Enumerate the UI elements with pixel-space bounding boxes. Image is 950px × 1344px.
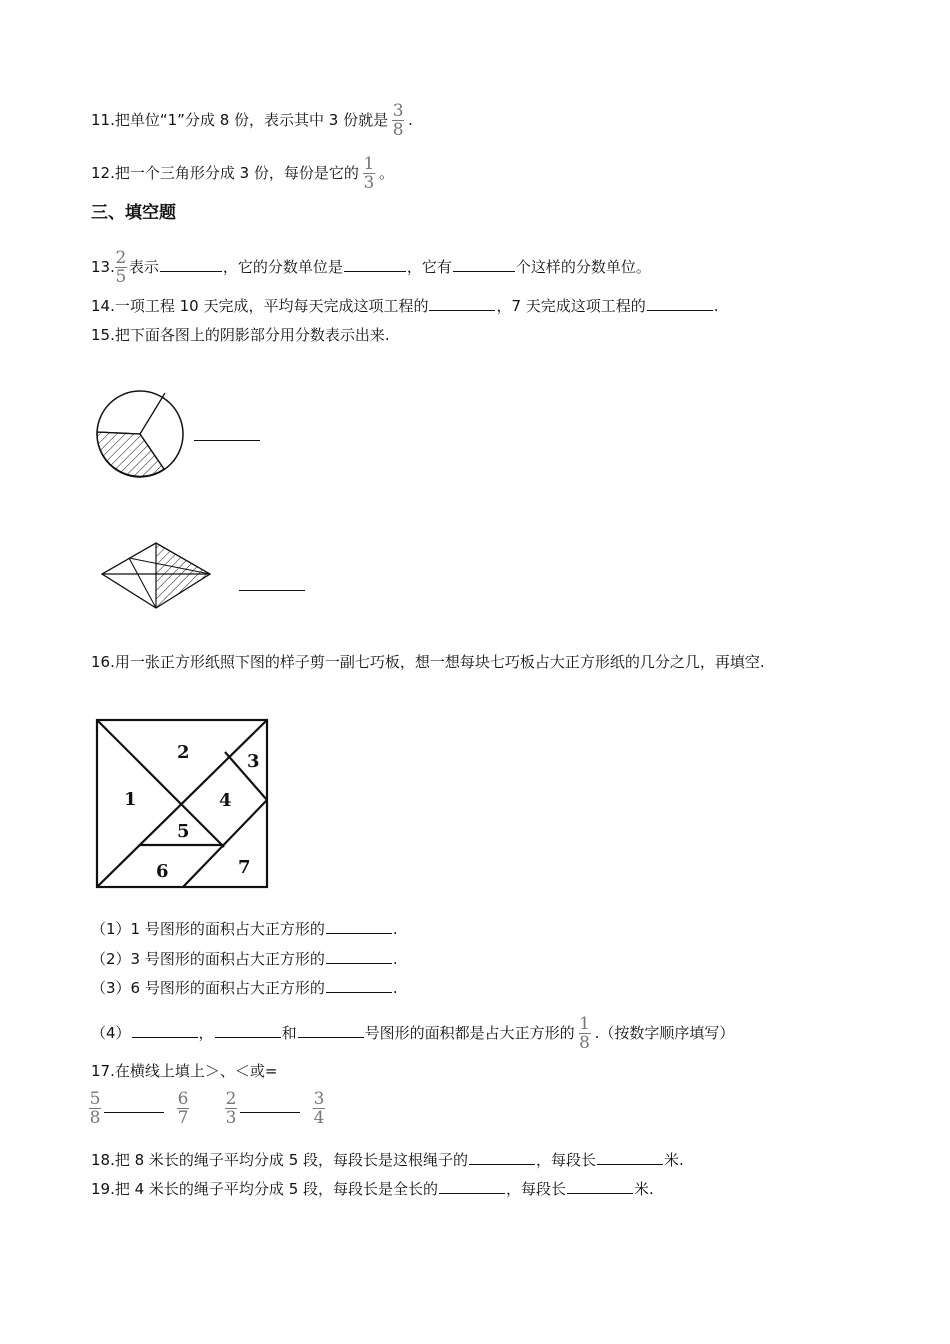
answer-blank[interactable] — [429, 296, 495, 311]
fraction-numerator: 1 — [579, 1014, 590, 1034]
answer-blank[interactable] — [194, 426, 260, 441]
q12-end: 。 — [378, 164, 394, 182]
question-18 — [91, 1150, 684, 1170]
question-16-3 — [91, 978, 398, 998]
fraction-1-3 — [363, 156, 375, 191]
q16-4-text-2: 号图形的面积都是占大正方形的 — [364, 1024, 575, 1042]
fraction-6-7 — [177, 1091, 189, 1126]
piece-label-3: 3 — [247, 751, 260, 772]
answer-blank[interactable] — [469, 1150, 535, 1165]
question-13 — [91, 250, 651, 285]
fraction-3-8 — [392, 103, 404, 138]
question-14 — [91, 296, 719, 316]
piece-label-2: 2 — [177, 742, 190, 763]
inner-line — [129, 558, 156, 608]
piece-label-4: 4 — [219, 790, 232, 811]
q19-text-2: ，每段长 — [506, 1180, 567, 1198]
radius-line — [140, 393, 165, 434]
answer-blank[interactable] — [132, 1023, 198, 1038]
q13-number: 13. — [91, 258, 115, 276]
q11-text: 11.把单位“1”分成 8 份，表示其中 3 份就是 — [91, 111, 389, 129]
q14-text-3: . — [713, 297, 719, 315]
fraction-numerator: 2 — [225, 1089, 237, 1109]
q11-end: . — [408, 111, 413, 129]
q19-text-3: 米. — [634, 1180, 654, 1198]
piece-label-7: 7 — [238, 857, 251, 878]
question-16-4 — [91, 1016, 734, 1051]
q16-2-end: . — [392, 950, 398, 968]
q16-3-text: （3）6 号图形的面积占大正方形的 — [91, 979, 325, 997]
q16-4-separator: 和 — [281, 1024, 297, 1042]
q16-1-text: （1）1 号图形的面积占大正方形的 — [91, 920, 325, 938]
q16-3-end: . — [392, 979, 398, 997]
q18-text-2: ，每段长 — [536, 1151, 597, 1169]
q16-4-separator: ， — [198, 1024, 214, 1042]
answer-blank[interactable] — [239, 576, 305, 591]
fraction-2-3 — [225, 1091, 237, 1126]
q14-text-1: 14.一项工程 10 天完成，平均每天完成这项工程的 — [91, 297, 429, 315]
fraction-numerator: 6 — [177, 1089, 189, 1109]
fraction-denominator: 8 — [579, 1033, 590, 1053]
question-16-1 — [91, 919, 398, 939]
answer-blank[interactable] — [597, 1150, 663, 1165]
question-17: 17.在横线上填上＞、＜或= — [91, 1062, 278, 1080]
question-15: 15.把下面各图上的阴影部分用分数表示出来. — [91, 326, 390, 344]
q13-text-2: ，它的分数单位是 — [222, 258, 343, 276]
q14-text-2: ，7 天完成这项工程的 — [496, 297, 646, 315]
fraction-2-5 — [115, 250, 127, 285]
rhombus-figure — [98, 538, 218, 614]
shaded-triangle — [156, 543, 210, 608]
q16-1-end: . — [392, 920, 398, 938]
fraction-denominator: 8 — [392, 120, 404, 140]
fraction-denominator: 3 — [363, 173, 375, 193]
fraction-numerator: 2 — [115, 248, 127, 268]
fraction-denominator: 4 — [313, 1108, 325, 1128]
answer-blank[interactable] — [344, 257, 406, 272]
q16-4-end: .（按数字顺序填写） — [594, 1024, 735, 1042]
piece-label-5: 5 — [177, 821, 190, 842]
answer-blank[interactable] — [326, 919, 392, 934]
answer-blank[interactable] — [567, 1179, 633, 1194]
q13-text-1: 表示 — [128, 258, 159, 276]
q16-2-text: （2）3 号图形的面积占大正方形的 — [91, 950, 325, 968]
question-16-2 — [91, 949, 398, 969]
piece-label-1: 1 — [124, 789, 137, 810]
question-11 — [91, 103, 413, 138]
answer-blank[interactable] — [326, 949, 392, 964]
q19-text-1: 19.把 4 米长的绳子平均分成 5 段，每段长是全长的 — [91, 1180, 439, 1198]
fraction-denominator: 3 — [225, 1108, 237, 1128]
fraction-numerator: 1 — [363, 154, 375, 174]
section-heading: 三、填空题 — [91, 203, 176, 223]
q18-text-3: 米. — [664, 1151, 684, 1169]
question-19 — [91, 1179, 654, 1199]
fraction-denominator: 8 — [89, 1108, 101, 1128]
fraction-numerator: 5 — [89, 1089, 101, 1109]
fraction-numerator: 3 — [313, 1089, 325, 1109]
fraction-denominator: 5 — [115, 267, 127, 287]
piece-label-6: 6 — [156, 861, 169, 882]
fraction-numerator: 3 — [392, 101, 404, 121]
fraction-5-8 — [89, 1091, 101, 1126]
answer-blank[interactable] — [298, 1023, 364, 1038]
q16-4-text: （4） — [91, 1024, 131, 1042]
answer-blank[interactable] — [104, 1098, 164, 1113]
tangram-figure — [95, 718, 269, 890]
q18-text-1: 18.把 8 米长的绳子平均分成 5 段，每段长是这根绳子的 — [91, 1151, 469, 1169]
answer-blank[interactable] — [215, 1023, 281, 1038]
answer-blank[interactable] — [439, 1179, 505, 1194]
q12-text: 12.把一个三角形分成 3 份，每份是它的 — [91, 164, 359, 182]
question-16: 16.用一张正方形纸照下图的样子剪一副七巧板，想一想每块七巧板占大正方形纸的几分之几，再填空. — [91, 653, 765, 671]
q13-text-3: ，它有 — [406, 258, 452, 276]
answer-blank[interactable] — [326, 978, 392, 993]
fraction-3-4 — [313, 1091, 325, 1126]
answer-blank[interactable] — [453, 257, 515, 272]
q13-text-4: 个这样的分数单位。 — [515, 258, 651, 276]
fraction-1-8 — [579, 1016, 591, 1051]
circle-figure — [90, 384, 190, 484]
answer-blank[interactable] — [240, 1098, 300, 1113]
tangram-line — [97, 720, 224, 847]
answer-blank[interactable] — [647, 296, 713, 311]
answer-blank[interactable] — [160, 257, 222, 272]
fraction-denominator: 7 — [177, 1108, 189, 1128]
question-12 — [91, 156, 394, 191]
comparison-row — [89, 1091, 325, 1126]
tangram-line — [183, 800, 267, 887]
